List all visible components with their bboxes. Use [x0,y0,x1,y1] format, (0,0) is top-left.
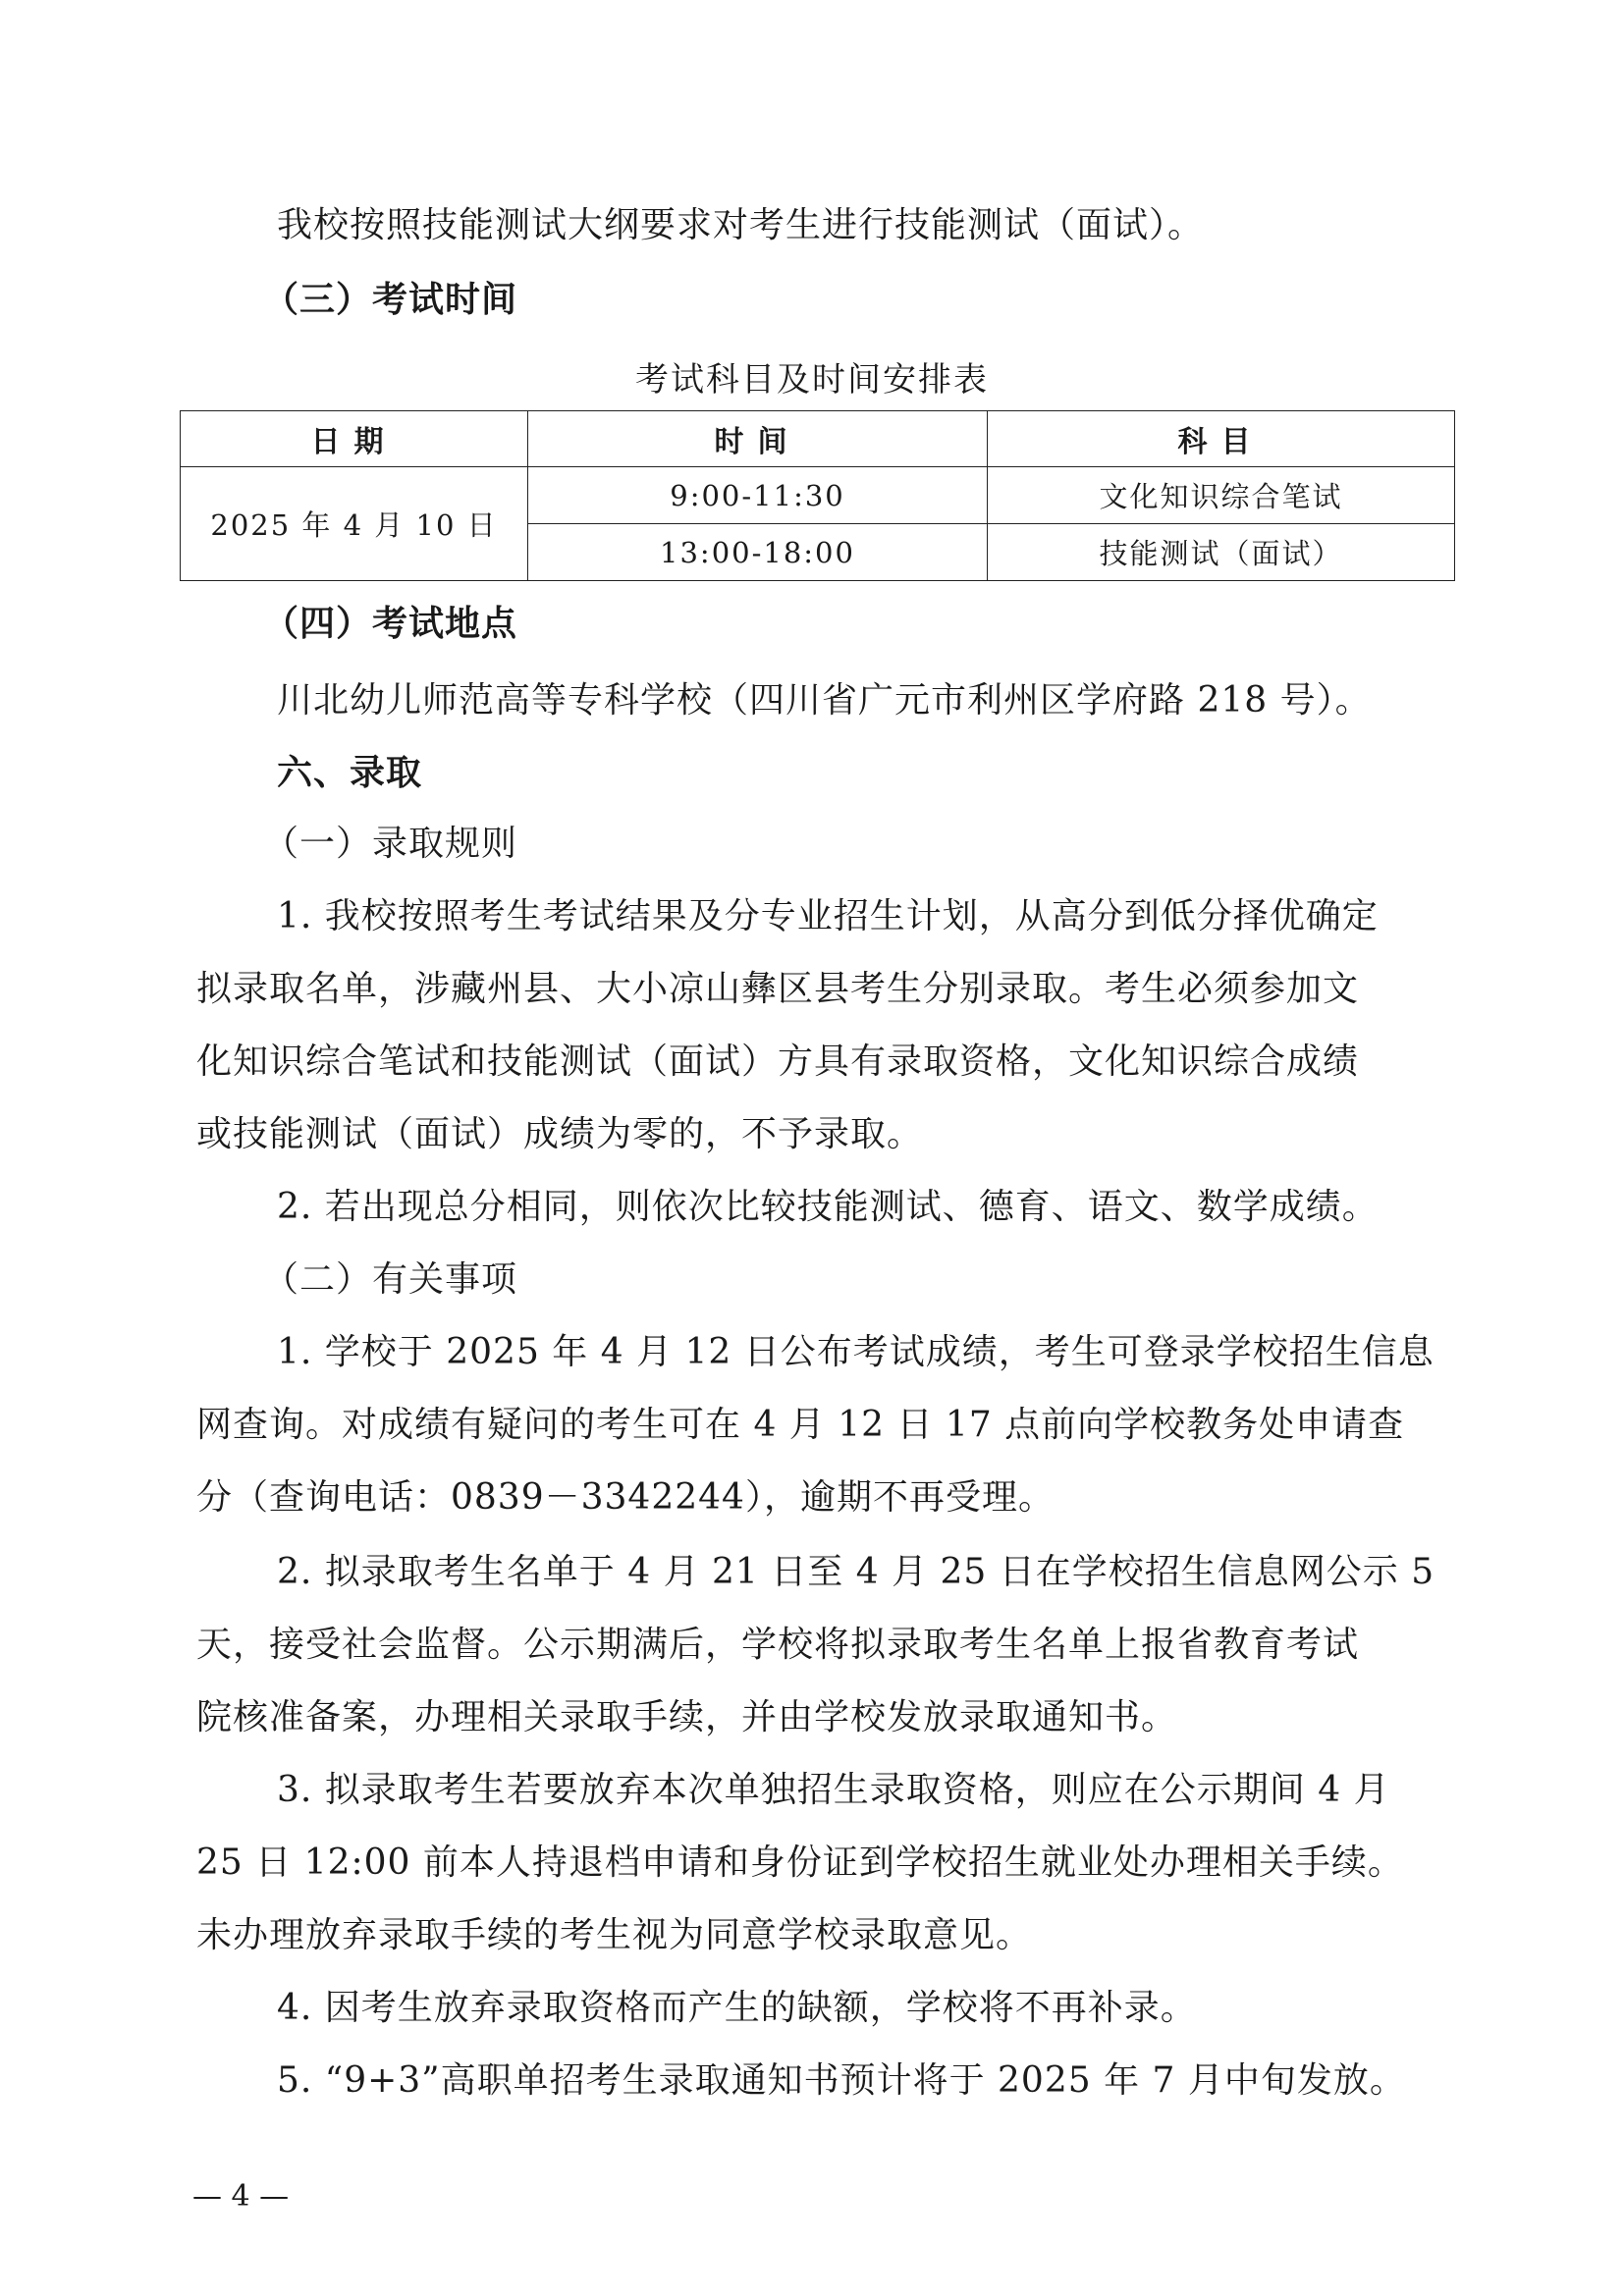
paragraph-line: 天，接受社会监督。公示期满后，学校将拟录取考生名单上报省教育考试 [196,1625,1360,1665]
paragraph-line: 分（查询电话：0839－3342244），逾期不再受理。 [196,1477,1055,1518]
paragraph-line: 或技能测试（面试）成绩为零的，不予录取。 [196,1114,924,1154]
paragraph-line: 2. 若出现总分相同，则依次比较技能测试、德育、语文、数学成绩。 [277,1187,1379,1227]
paragraph-line: 25 日 12:00 前本人持退档申请和身份证到学校招生就业处办理相关手续。 [196,1842,1404,1883]
section-heading-exam-time: （三）考试时间 [263,280,518,320]
paragraph-line: 我校按照技能测试大纲要求对考生进行技能测试（面试）。 [277,205,1205,245]
paragraph-line: 院核准备案，办理相关录取手续，并由学校发放录取通知书。 [196,1697,1178,1737]
paragraph-line: 未办理放弃录取手续的考生视为同意学校录取意见。 [196,1915,1033,1955]
paragraph-line: 化知识综合笔试和技能测试（面试）方具有录取资格，文化知识综合成绩 [196,1041,1360,1082]
paragraph-line: 网查询。对成绩有疑问的考生可在 4 月 12 日 17 点前向学校教务处申请查 [196,1405,1405,1445]
paragraph-line: 1. 学校于 2025 年 4 月 12 日公布考试成绩，考生可登录学校招生信息 [277,1332,1435,1372]
table-cell-time: 13:00-18:00 [528,524,988,581]
table-header-row [181,411,1455,467]
page-number: — 4 — [192,2179,290,2214]
table-header-subject: 科目 [988,411,1455,467]
table-title: 考试科目及时间安排表 [635,360,989,400]
paragraph-line: 4. 因考生放弃录取资格而产生的缺额，学校将不再补录。 [277,1988,1197,2028]
subsection-heading: （一）录取规则 [263,824,518,864]
paragraph-line: 5. “9+3”高职单招考生录取通知书预计将于 2025 年 7 月中旬发放。 [277,2060,1406,2101]
table-header-time: 时间 [528,411,988,467]
schedule-table [180,410,1455,581]
paragraph-line: 川北幼儿师范高等专科学校（四川省广元市利州区学府路 218 号）。 [277,680,1372,721]
table-cell-date: 2025 年 4 月 10 日 [181,467,528,581]
section-heading-admission: 六、录取 [277,753,423,793]
table-cell-time: 9:00-11:30 [528,467,988,524]
paragraph-line: 1. 我校按照考生考试结果及分专业招生计划，从高分到低分择优确定 [277,896,1379,936]
paragraph-line: 2. 拟录取考生名单于 4 月 21 日至 4 月 25 日在学校招生信息网公示 5 [277,1552,1435,1592]
section-heading-exam-location: （四）考试地点 [263,604,518,644]
subsection-heading: （二）有关事项 [263,1259,518,1300]
table-header-date: 日期 [181,411,528,467]
table-row [181,467,1455,524]
paragraph-line: 3. 拟录取考生若要放弃本次单独招生录取资格，则应在公示期间 4 月 [277,1770,1390,1810]
table-cell-subject: 技能测试（面试） [988,524,1455,581]
table-cell-subject: 文化知识综合笔试 [988,467,1455,524]
paragraph-line: 拟录取名单，涉藏州县、大小凉山彝区县考生分别录取。考生必须参加文 [196,969,1360,1009]
